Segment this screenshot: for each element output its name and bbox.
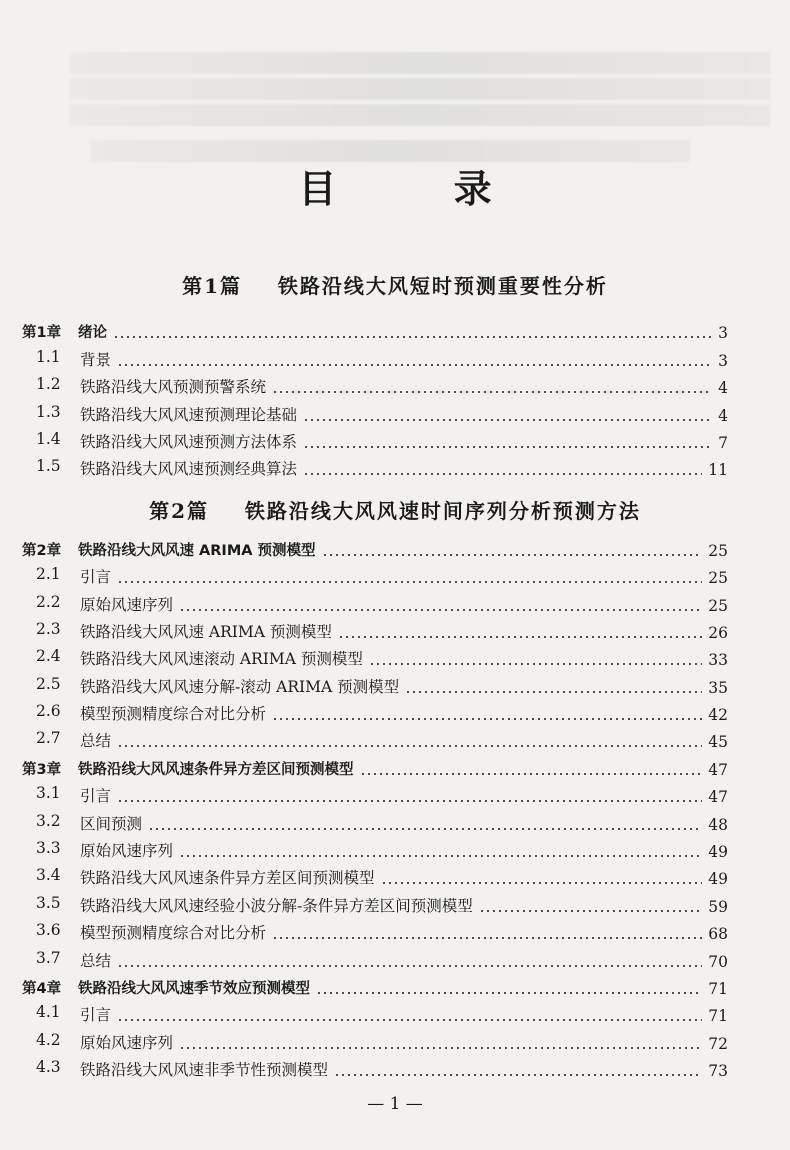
toc-entry-label xyxy=(22,866,375,888)
page-number: — 1 — xyxy=(367,1094,423,1114)
toc-page-number: 4 xyxy=(718,406,728,425)
dot-leader xyxy=(113,336,712,338)
toc-page-number: 11 xyxy=(708,461,728,480)
toc-entry-title: 模型预测精度综合对比分析 xyxy=(80,924,267,943)
toc-section-entry xyxy=(22,724,728,751)
part-label: 第1篇 xyxy=(182,274,243,298)
toc-section-entry xyxy=(22,697,728,724)
dot-leader xyxy=(316,992,702,994)
toc-entry-title: 绪论 xyxy=(78,325,107,342)
toc-entry-label xyxy=(22,403,297,425)
toc-entry-number: 2.2 xyxy=(36,592,61,611)
part-label: 第2篇 xyxy=(149,499,210,523)
toc-entry-label xyxy=(22,565,111,587)
toc-entry-number: 第1章 xyxy=(22,325,62,342)
toc-entry-number: 3.4 xyxy=(36,866,61,885)
toc-entry-number: 4.2 xyxy=(36,1030,61,1049)
toc-entry-title: 铁路沿线大风风速滚动 ARIMA 预测模型 xyxy=(80,650,363,669)
toc-section-entry xyxy=(22,779,728,806)
toc-entry-title: 铁路沿线大风风速季节效应预测模型 xyxy=(78,980,310,997)
toc-entry-title: 原始风速序列 xyxy=(80,842,174,861)
toc-entry-title: 铁路沿线大风风速经验小波分解-条件异方差区间预测模型 xyxy=(80,896,473,915)
toc-entry-number: 2.3 xyxy=(36,619,61,638)
toc-entry-number: 3.5 xyxy=(36,893,61,912)
dot-leader xyxy=(148,828,702,830)
toc-entry-number: 1.4 xyxy=(36,429,61,448)
toc-page-number: 3 xyxy=(718,324,728,343)
toc-entry-number: 3.7 xyxy=(36,948,61,967)
toc-entry-number: 2.4 xyxy=(36,647,61,666)
toc-page-number: 25 xyxy=(708,541,728,560)
toc-entry-title: 铁路沿线大风风速预测方法体系 xyxy=(80,432,298,451)
dot-leader xyxy=(117,800,702,802)
toc-entry-title: 总结 xyxy=(80,732,112,751)
part-heading xyxy=(0,495,790,524)
toc-entry-number: 2.6 xyxy=(36,702,61,721)
dot-leader xyxy=(179,855,702,857)
toc-page-number: 73 xyxy=(708,1062,728,1081)
page-title: 目 录 xyxy=(298,166,544,211)
toc-page-number: 49 xyxy=(708,870,728,889)
toc-entry-title: 引言 xyxy=(80,1006,112,1025)
toc-section-entry xyxy=(22,861,728,888)
dot-leader xyxy=(381,882,703,884)
toc-page-number: 45 xyxy=(708,733,728,752)
toc-section-entry xyxy=(22,342,728,369)
toc-entry-number: 3.3 xyxy=(36,839,61,858)
toc-page-number: 71 xyxy=(708,1007,728,1026)
toc-block-part1 xyxy=(22,315,728,479)
toc-entry-title: 铁路沿线大风风速分解-滚动 ARIMA 预测模型 xyxy=(80,677,400,696)
toc-page-number: 49 xyxy=(708,843,728,862)
toc-page-number: 25 xyxy=(708,596,728,615)
toc-entry-title: 引言 xyxy=(80,787,112,806)
toc-entry-label xyxy=(22,620,332,642)
toc-entry-label xyxy=(22,1058,328,1080)
toc-entry-number: 第2章 xyxy=(22,542,62,559)
toc-entry-label xyxy=(22,977,310,998)
toc-entry-number: 1.3 xyxy=(36,402,61,421)
toc-entry-label xyxy=(22,348,111,370)
dot-leader xyxy=(117,364,712,366)
toc-entry-title: 铁路沿线大风风速预测理论基础 xyxy=(80,405,298,424)
toc-entry-label xyxy=(22,758,354,779)
toc-entry-title: 铁路沿线大风风速条件异方差区间预测模型 xyxy=(78,761,354,778)
dot-leader xyxy=(479,910,703,912)
toc-section-entry xyxy=(22,370,728,397)
toc-entry-number: 1.5 xyxy=(36,457,61,476)
dot-leader xyxy=(405,691,702,693)
table-of-contents xyxy=(22,315,728,1080)
dot-leader xyxy=(303,419,712,421)
toc-page-number: 42 xyxy=(708,706,728,725)
toc-entry-title: 铁路沿线大风风速非季节性预测模型 xyxy=(80,1061,329,1080)
dot-leader xyxy=(179,609,702,611)
toc-page-number: 4 xyxy=(718,379,728,398)
toc-page-number: 48 xyxy=(708,815,728,834)
dot-leader xyxy=(117,581,702,583)
toc-section-entry xyxy=(22,669,728,696)
toc-chapter-entry xyxy=(22,315,728,342)
toc-section-entry xyxy=(22,615,728,642)
part-title: 铁路沿线大风风速时间序列分析预测方法 xyxy=(244,499,641,523)
toc-page-number: 25 xyxy=(708,569,728,588)
toc-entry-title: 铁路沿线大风预测预警系统 xyxy=(80,378,267,397)
toc-entry-title: 区间预测 xyxy=(80,814,143,833)
toc-section-entry xyxy=(22,943,728,970)
toc-page-number: 47 xyxy=(708,760,728,779)
toc-entry-label xyxy=(22,321,107,342)
toc-section-entry xyxy=(22,397,728,424)
toc-entry-label xyxy=(22,921,266,943)
toc-entry-label xyxy=(22,839,173,861)
toc-section-entry xyxy=(22,1053,728,1080)
toc-entry-label xyxy=(22,949,111,971)
toc-entry-label xyxy=(22,647,363,669)
toc-section-entry xyxy=(22,888,728,915)
toc-page-number: 33 xyxy=(708,651,728,670)
toc-entry-number: 3.6 xyxy=(36,921,61,940)
toc-entry-title: 铁路沿线大风风速 ARIMA 预测模型 xyxy=(78,542,316,559)
toc-entry-label xyxy=(22,430,297,452)
toc-entry-number: 4.1 xyxy=(36,1003,61,1022)
toc-section-entry xyxy=(22,1025,728,1052)
dot-leader xyxy=(338,636,702,638)
toc-page-number: 68 xyxy=(708,925,728,944)
dot-leader xyxy=(360,773,703,775)
toc-page-number: 3 xyxy=(718,351,728,370)
toc-entry-label xyxy=(22,812,142,834)
dot-leader xyxy=(322,554,703,556)
toc-entry-label xyxy=(22,1003,111,1025)
toc-entry-label xyxy=(22,457,297,479)
toc-entry-title: 原始风速序列 xyxy=(80,595,174,614)
toc-entry-label xyxy=(22,675,399,697)
toc-entry-number: 第3章 xyxy=(22,761,62,778)
dot-leader xyxy=(334,1074,702,1076)
dot-leader xyxy=(303,446,712,448)
toc-entry-label xyxy=(22,1031,173,1053)
toc-section-entry xyxy=(22,806,728,833)
toc-section-entry xyxy=(22,452,728,479)
toc-entry-label xyxy=(22,894,473,916)
toc-section-entry xyxy=(22,642,728,669)
toc-entry-label xyxy=(22,375,266,397)
toc-section-entry xyxy=(22,916,728,943)
toc-entry-number: 1.1 xyxy=(36,347,61,366)
toc-entry-number: 3.1 xyxy=(36,784,61,803)
toc-block-part2 xyxy=(22,532,728,1080)
toc-chapter-entry xyxy=(22,532,728,559)
toc-entry-label xyxy=(22,729,111,751)
toc-entry-number: 4.3 xyxy=(36,1058,61,1077)
toc-page-number: 7 xyxy=(718,433,728,452)
show-through-text xyxy=(70,78,770,100)
dot-leader xyxy=(117,965,702,967)
toc-entry-title: 总结 xyxy=(80,951,112,970)
toc-entry-number: 2.7 xyxy=(36,729,61,748)
dot-leader xyxy=(272,391,712,393)
toc-entry-number: 2.1 xyxy=(36,565,61,584)
toc-entry-number: 3.2 xyxy=(36,811,61,830)
dot-leader xyxy=(117,1019,702,1021)
toc-entry-number: 2.5 xyxy=(36,674,61,693)
toc-page-number: 72 xyxy=(708,1034,728,1053)
toc-section-entry xyxy=(22,425,728,452)
toc-entry-title: 引言 xyxy=(80,568,112,587)
toc-entry-title: 模型预测精度综合对比分析 xyxy=(80,705,267,724)
toc-chapter-entry xyxy=(22,971,728,998)
dot-leader xyxy=(272,718,702,720)
toc-page-number: 71 xyxy=(708,979,728,998)
toc-section-entry xyxy=(22,834,728,861)
dot-leader xyxy=(179,1047,702,1049)
toc-entry-label xyxy=(22,702,266,724)
dot-leader xyxy=(303,473,702,475)
part-heading xyxy=(0,270,790,299)
toc-entry-label xyxy=(22,539,316,560)
toc-page-number: 47 xyxy=(708,788,728,807)
toc-entry-title: 背景 xyxy=(80,350,112,369)
toc-entry-label xyxy=(22,784,111,806)
toc-entry-number: 第4章 xyxy=(22,980,62,997)
toc-section-entry xyxy=(22,998,728,1025)
toc-page-number: 70 xyxy=(708,952,728,971)
toc-entry-title: 铁路沿线大风风速条件异方差区间预测模型 xyxy=(80,869,375,888)
dot-leader xyxy=(272,937,702,939)
show-through-text xyxy=(70,104,770,126)
toc-page-number: 35 xyxy=(708,678,728,697)
show-through-text xyxy=(70,52,770,74)
toc-entry-title: 铁路沿线大风风速 ARIMA 预测模型 xyxy=(80,622,332,641)
toc-entry-label xyxy=(22,593,173,615)
dot-leader xyxy=(117,745,702,747)
toc-page-number: 26 xyxy=(708,623,728,642)
toc-section-entry xyxy=(22,560,728,587)
toc-entry-title: 原始风速序列 xyxy=(80,1033,174,1052)
toc-entry-number: 1.2 xyxy=(36,375,61,394)
dot-leader xyxy=(369,663,702,665)
toc-section-entry xyxy=(22,587,728,614)
toc-chapter-entry xyxy=(22,751,728,778)
toc-entry-title: 铁路沿线大风风速预测经典算法 xyxy=(80,460,298,479)
part-title: 铁路沿线大风短时预测重要性分析 xyxy=(277,274,608,298)
toc-page-number: 59 xyxy=(708,897,728,916)
